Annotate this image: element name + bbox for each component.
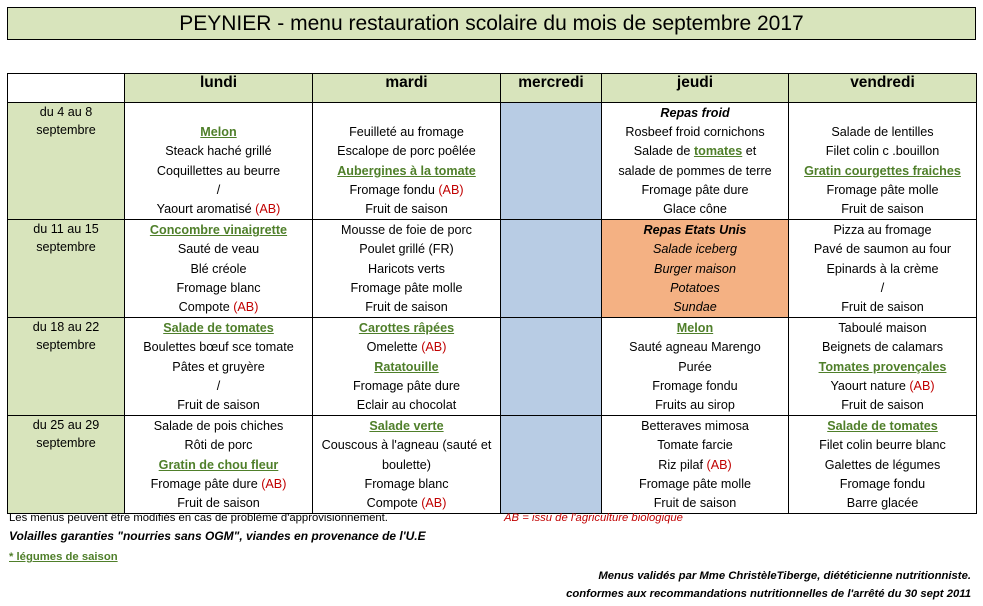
week-label-line: du 4 au 8 [39, 105, 93, 119]
menu-item [789, 377, 976, 396]
week-row [8, 416, 977, 514]
menu-item-text: Fromage fondu [349, 182, 435, 197]
menu-item [789, 200, 976, 219]
menu-item [313, 456, 500, 475]
menu-item [125, 358, 312, 377]
menu-cell-jeudi [602, 103, 789, 220]
menu-item-text: Sauté de veau [177, 242, 260, 257]
menu-item [125, 240, 312, 259]
menu-item [602, 338, 788, 357]
menu-item [125, 123, 312, 142]
menu-item-text: Aubergines à la tomate [337, 163, 476, 178]
menu-item-text: Pâtes et gruyère [172, 359, 265, 374]
day-header-mercredi: mercredi [501, 74, 602, 103]
menu-item-text: Carottes râpées [358, 321, 455, 336]
menu-item [789, 456, 976, 475]
menu-item-text: Fruit de saison [841, 397, 924, 412]
seasonal-highlight: tomates [693, 144, 743, 159]
menu-item-text: Fruit de saison [177, 495, 260, 510]
menu-item [125, 494, 312, 513]
menu-item-text: Taboulé maison [838, 321, 927, 336]
menu-item [313, 181, 500, 200]
menu-item-text: Fruit de saison [177, 397, 260, 412]
menu-item-text: Coquillettes au beurre [156, 163, 281, 178]
menu-item [313, 436, 500, 455]
menu-item-text: Concombre vinaigrette [149, 223, 288, 238]
menu-item-text: Epinards à la crème [826, 261, 939, 276]
week-label-line: septembre [36, 123, 96, 137]
menu-item-text: / [216, 182, 221, 197]
menu-item-text: / [880, 280, 885, 295]
menu-item [789, 123, 976, 142]
menu-item [125, 221, 312, 240]
menu-item [125, 456, 312, 475]
menu-item [313, 298, 500, 317]
menu-cell-jeudi [602, 416, 789, 514]
menu-item-text: Rôti de porc [184, 438, 253, 453]
menu-item [125, 260, 312, 279]
menu-item [125, 104, 312, 123]
menu-item [602, 200, 788, 219]
page-title: PEYNIER - menu restauration scolaire du mois de septembre 2017 [7, 7, 976, 40]
menu-cell-mardi [313, 103, 501, 220]
menu-item [313, 417, 500, 436]
menu-item [125, 396, 312, 415]
day-header-jeudi: jeudi [602, 74, 789, 103]
menu-item [125, 142, 312, 161]
poultry-guarantee: Volailles garanties "nourries sans OGM", viandes en provenance de l'U.E [9, 529, 426, 543]
menu-item-text: Fromage pâte molle [826, 182, 939, 197]
menu-item-suffix: et [742, 144, 757, 159]
menu-item [789, 240, 976, 259]
week-row [8, 220, 977, 318]
menu-item-text: Sauté agneau Marengo [629, 340, 761, 355]
menu-item [313, 260, 500, 279]
week-label-line: septembre [36, 436, 96, 451]
organic-tag: (AB) [233, 299, 259, 314]
menu-item [789, 475, 976, 494]
organic-tag: (AB) [438, 182, 464, 197]
menu-item-text: Compote [178, 299, 230, 314]
modification-note: Les menus peuvent être modifiés en cas de problème d'approvisionnement. [9, 512, 388, 524]
day-header-lundi: lundi [125, 74, 313, 103]
menu-item [602, 456, 788, 475]
menu-item [313, 358, 500, 377]
menu-item-text: Pizza au fromage [833, 223, 932, 238]
menu-item [313, 142, 500, 161]
menu-item [789, 436, 976, 455]
organic-tag: (AB) [421, 495, 447, 510]
menu-item [125, 338, 312, 357]
menu-item-text: Yaourt nature [830, 378, 906, 393]
menu-item-text: Sundae [673, 299, 717, 314]
menu-item [602, 181, 788, 200]
menu-item-text: Betteraves mimosa [641, 419, 749, 434]
menu-item-text: Repas froid [660, 106, 730, 120]
menu-cell-lundi [125, 416, 313, 514]
menu-item [313, 162, 500, 181]
menu-item [602, 417, 788, 436]
menu-cell-mardi [313, 220, 501, 318]
organic-tag: (AB) [261, 476, 287, 491]
menu-item-text: Fromage blanc [364, 476, 449, 491]
menu-item [602, 142, 788, 161]
week-label [8, 220, 125, 318]
menu-item-text: Haricots verts [368, 261, 445, 276]
week-row [8, 103, 977, 220]
menu-item [313, 475, 500, 494]
menu-item-text: salade de pommes de terre [618, 163, 772, 178]
menu-item [125, 436, 312, 455]
menu-cell-lundi [125, 103, 313, 220]
menu-item [789, 494, 976, 513]
menu-item [789, 417, 976, 436]
week-label-line: septembre [36, 338, 96, 353]
menu-item [789, 221, 976, 240]
menu-item [602, 475, 788, 494]
menu-item [602, 377, 788, 396]
menu-item [789, 142, 976, 161]
organic-tag: (AB) [909, 378, 935, 393]
week-label [8, 318, 125, 416]
menu-cell-vendredi [789, 416, 977, 514]
menu-cell-mardi [313, 318, 501, 416]
menu-item [602, 162, 788, 181]
menu-item [602, 494, 788, 513]
menu-item [313, 200, 500, 219]
menu-item-text: Omelette [366, 340, 418, 355]
menu-item [789, 181, 976, 200]
menu-item [602, 298, 788, 317]
menu-cell-lundi [125, 220, 313, 318]
wednesday-cell [501, 103, 602, 220]
menu-cell-lundi [125, 318, 313, 416]
menu-item [602, 104, 788, 123]
menu-item-text: boulette) [381, 457, 431, 472]
menu-item [125, 298, 312, 317]
menu-item-text: Fruit de saison [365, 299, 448, 314]
week-label [8, 103, 125, 220]
menu-item-text: Tomates provençales [818, 359, 947, 374]
menu-item-text: Melon [676, 321, 714, 336]
menu-item-text: Filet colin c .bouillon [825, 144, 940, 159]
menu-item-text: Salade de lentilles [831, 125, 934, 140]
menu-item-text: Riz pilaf [658, 457, 704, 472]
menu-item [789, 396, 976, 415]
menu-item-text: Filet colin beurre blanc [819, 438, 946, 453]
corner-cell [8, 74, 125, 103]
menu-item [602, 279, 788, 298]
menu-item-text: Melon [200, 125, 237, 140]
menu-cell-vendredi [789, 318, 977, 416]
menu-item-text: Eclair au chocolat [356, 397, 457, 412]
menu-item [313, 240, 500, 259]
menu-cell-jeudi [602, 220, 789, 318]
menu-item [125, 417, 312, 436]
menu-item [313, 319, 500, 338]
menu-item-text: Fruit de saison [841, 201, 924, 216]
menu-item [125, 181, 312, 200]
week-label-line: du 25 au 29 [32, 418, 100, 433]
menu-item-text: Yaourt aromatisé [156, 201, 252, 216]
menu-item-text: Salade iceberg [652, 242, 738, 257]
menu-item [789, 338, 976, 357]
menu-item-text: Burger maison [654, 261, 736, 276]
menu-item [125, 279, 312, 298]
menu-item [125, 200, 312, 219]
menu-item-text: Escalope de porc poêlée [337, 144, 476, 159]
seasonal-legend: * légumes de saison [9, 551, 118, 563]
menu-item [313, 494, 500, 513]
menu-item-text: Rosbeef froid cornichons [625, 125, 765, 140]
menu-item [789, 298, 976, 317]
menu-cell-vendredi [789, 103, 977, 220]
menu-item-text: Potatoes [670, 280, 720, 295]
menu-item [602, 436, 788, 455]
menu-cell-jeudi [602, 318, 789, 416]
conformity-note: conformes aux recommandations nutritionnelles de l'arrêté du 30 sept 2011 [566, 588, 971, 600]
menu-item-text: Compote [366, 495, 418, 510]
organic-tag: (AB) [706, 457, 732, 472]
menu-item-text: Blé créole [190, 261, 247, 276]
menu-item-text: Feuilleté au fromage [349, 125, 464, 140]
organic-legend: AB = issu de l'agriculture biologique [504, 512, 683, 524]
menu-item-text: Steack haché grillé [165, 144, 272, 159]
wednesday-cell [501, 318, 602, 416]
wednesday-cell [501, 416, 602, 514]
menu-item [125, 475, 312, 494]
menu-item [602, 123, 788, 142]
menu-item [602, 358, 788, 377]
menu-item-text: Fromage pâte molle [639, 476, 751, 491]
wednesday-cell [501, 220, 602, 318]
week-label-line: du 11 au 15 [33, 222, 99, 237]
menu-item-text: Fromage blanc [176, 280, 261, 295]
menu-item [602, 319, 788, 338]
menu-item-text: Fromage pâte dure [352, 378, 461, 393]
menu-item-text: Fruit de saison [841, 299, 924, 314]
menu-item-text: Repas Etats Unis [643, 223, 747, 238]
menu-item [602, 221, 788, 240]
menu-item-text: Salade de tomates [827, 419, 938, 434]
menu-item [313, 338, 500, 357]
menu-item [313, 279, 500, 298]
day-header-vendredi: vendredi [789, 74, 977, 103]
menu-item-text: Fromage pâte dure [641, 182, 749, 197]
menu-item-text: Fruits au sirop [655, 397, 735, 412]
menu-item-text: Fromage pâte molle [350, 280, 463, 295]
menu-item [313, 104, 500, 123]
menu-item-text: Barre glacée [846, 495, 919, 510]
week-row [8, 318, 977, 416]
menu-item-text: Fromage fondu [839, 476, 926, 491]
day-header-row [8, 74, 977, 103]
menu-item-text: Purée [678, 359, 712, 374]
menu-item [125, 162, 312, 181]
organic-tag: (AB) [255, 201, 281, 216]
day-header-mardi: mardi [313, 74, 501, 103]
organic-tag: (AB) [421, 340, 447, 355]
menu-item-text: Glace cône [663, 201, 727, 216]
menu-item-text: Fruit de saison [653, 495, 737, 510]
menu-item-text: Fromage fondu [652, 378, 738, 393]
week-label-line: septembre [36, 240, 96, 255]
menu-item-text: Salade verte [369, 419, 444, 434]
menu-item-text: Salade de pois chiches [153, 419, 284, 434]
menu-item [789, 319, 976, 338]
menu-item [789, 104, 976, 123]
menu-item [313, 221, 500, 240]
menu-item [789, 358, 976, 377]
menu-item-text: Galettes de légumes [824, 457, 941, 472]
menu-item-text: Gratin courgettes fraiches [804, 163, 961, 178]
menu-item-text: Pavé de saumon au four [813, 242, 952, 257]
menu-item [789, 162, 976, 181]
menu-item [313, 123, 500, 142]
menu-item-text: Fruit de saison [365, 201, 448, 216]
menu-item-text: / [216, 378, 221, 393]
menu-item-text: Fromage pâte dure [150, 476, 258, 491]
week-label-line: du 18 au 22 [32, 320, 100, 335]
menu-item-text: Mousse de foie de porc [341, 223, 472, 238]
menu-cell-mardi [313, 416, 501, 514]
menu-table [7, 73, 977, 514]
menu-item-text: Poulet grillé (FR) [359, 242, 454, 257]
menu-item [602, 260, 788, 279]
menu-item-text: Boulettes bœuf sce tomate [143, 340, 294, 355]
menu-item-text: Couscous à l'agneau (sauté et [321, 438, 492, 453]
menu-item [125, 319, 312, 338]
menu-item-text: Ratatouille [374, 359, 439, 374]
menu-item [602, 240, 788, 259]
menu-item [125, 377, 312, 396]
menu-item-text: Gratin de chou fleur [158, 457, 279, 472]
menu-cell-vendredi [789, 220, 977, 318]
menu-item-text: Salade de tomates [163, 321, 274, 336]
menu-item [789, 279, 976, 298]
menu-item [602, 396, 788, 415]
menu-item [789, 260, 976, 279]
menu-item [313, 396, 500, 415]
menu-item-text: Beignets de calamars [821, 340, 944, 355]
menu-item [313, 377, 500, 396]
menu-item-text: Tomate farcie [657, 438, 733, 453]
menu-item-text: Salade de [633, 144, 694, 159]
validated-by: Menus validés par Mme ChristèleTiberge, diététicienne nutritionniste. [598, 570, 971, 582]
week-label [8, 416, 125, 514]
